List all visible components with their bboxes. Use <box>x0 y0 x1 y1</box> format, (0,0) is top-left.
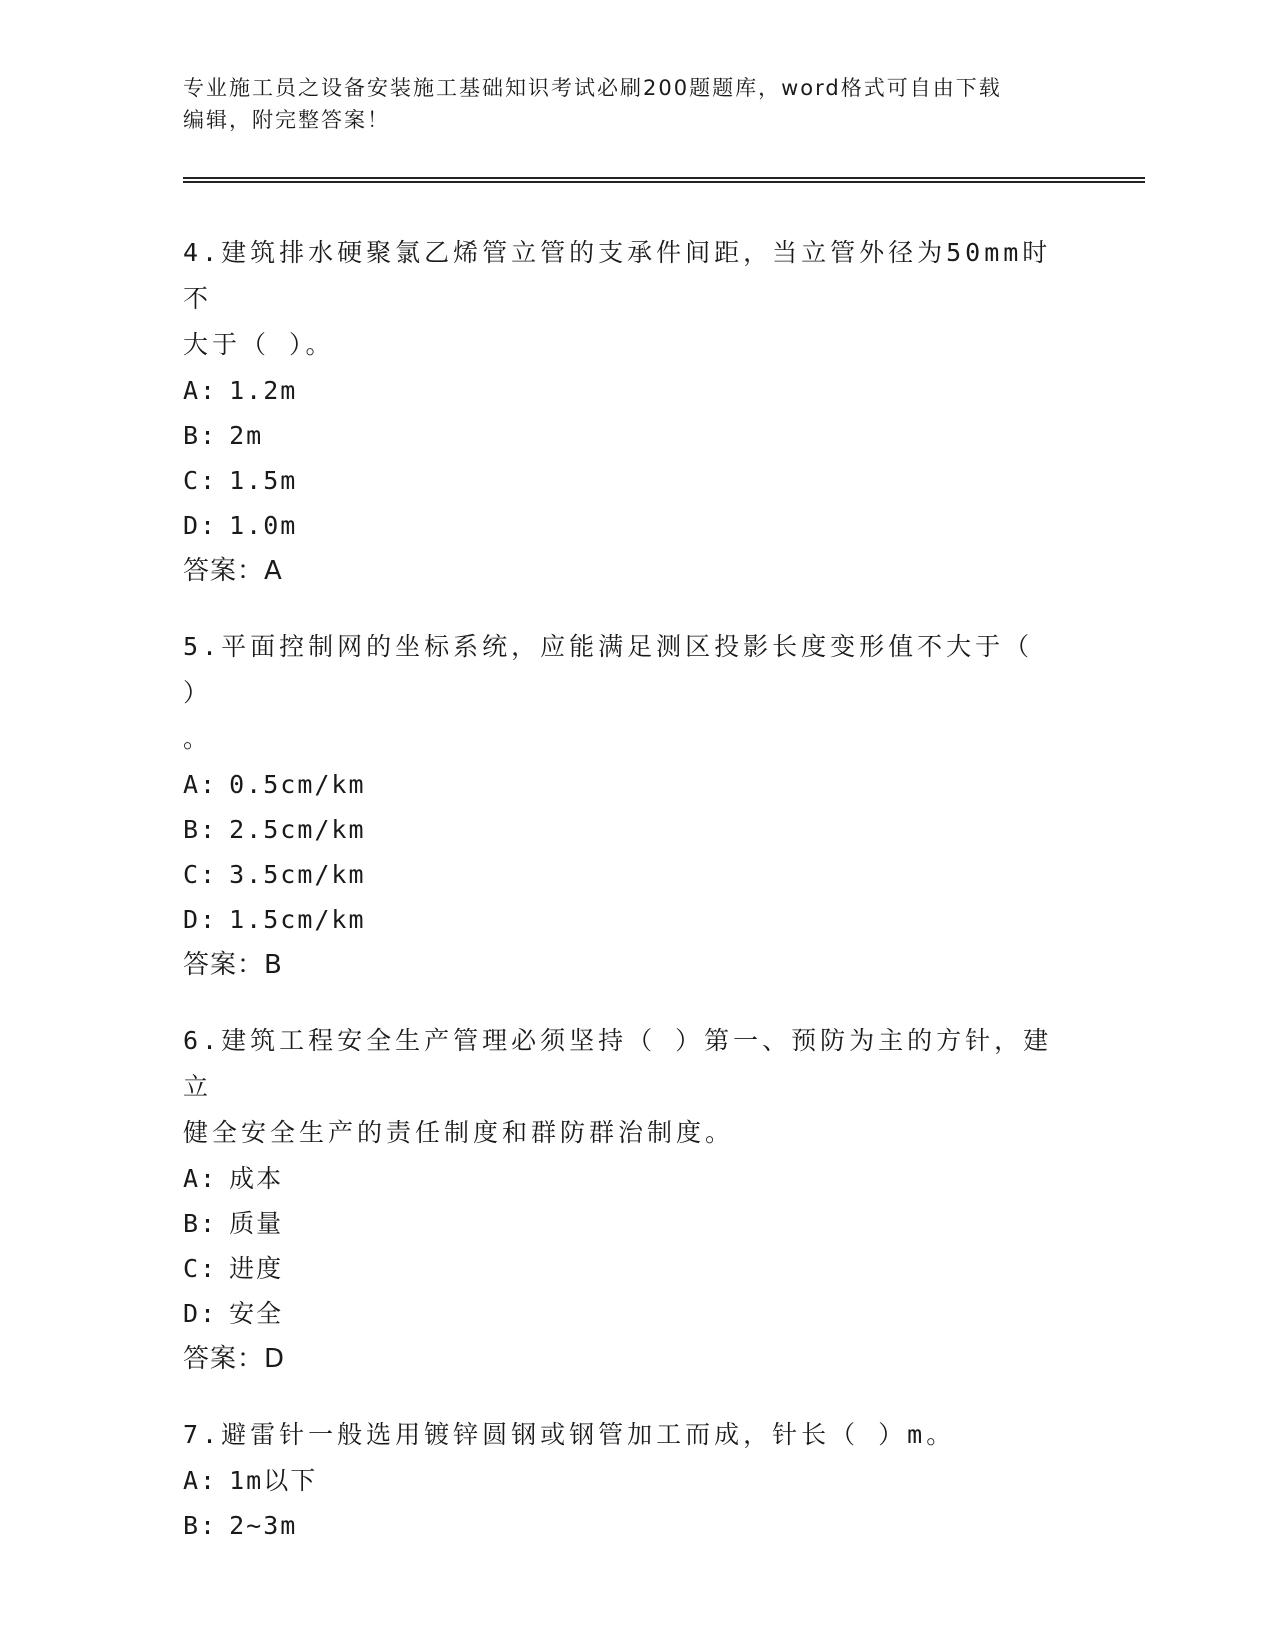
option-c: C: 1.5m <box>183 466 298 495</box>
answer: 答案：A <box>183 556 283 586</box>
question-stem: 6.建筑工程安全生产管理必须坚持（ ）第一、预防为主的方针，建立 健全安全生产的责任制度和群防群治制度。 <box>183 1026 1053 1147</box>
option-b: B: 2~3m <box>183 1511 298 1540</box>
question-stem: 4.建筑排水硬聚氯乙烯管立管的支承件间距，当立管外径为50mm时不 大于（ ）。 <box>183 238 1052 359</box>
question-list <box>183 230 1063 1578</box>
question-6 <box>183 1018 1063 1382</box>
option-b: B: 2.5cm/km <box>183 815 366 844</box>
option-c: C: 进度 <box>183 1254 284 1283</box>
option-a: A: 1.2m <box>183 376 298 405</box>
option-b: B: 质量 <box>183 1209 284 1238</box>
option-d: D: 1.5cm/km <box>183 905 366 934</box>
question-4 <box>183 230 1063 594</box>
header-divider-bottom <box>183 181 1145 183</box>
option-a: A: 1m以下 <box>183 1466 318 1495</box>
question-stem: 7.避雷针一般选用镀锌圆钢或钢管加工而成，针长（ ）m。 <box>183 1420 956 1449</box>
document-header <box>183 72 1053 136</box>
answer: 答案：D <box>183 1344 286 1374</box>
option-a: A: 0.5cm/km <box>183 770 366 799</box>
header-line-1: 专业施工员之设备安装施工基础知识考试必刷200题题库，word格式可自由下载 <box>183 76 1002 100</box>
header-line-2: 编辑，附完整答案！ <box>183 108 390 132</box>
answer: 答案：B <box>183 950 283 980</box>
option-b: B: 2m <box>183 421 264 450</box>
question-7 <box>183 1412 1063 1548</box>
header-divider-top <box>183 177 1145 179</box>
option-c: C: 3.5cm/km <box>183 860 366 889</box>
option-a: A: 成本 <box>183 1164 284 1193</box>
question-5 <box>183 624 1063 988</box>
option-d: D: 1.0m <box>183 511 298 540</box>
option-d: D: 安全 <box>183 1299 284 1328</box>
question-stem: 5.平面控制网的坐标系统，应能满足测区投影长度变形值不大于（ ） 。 <box>183 632 1034 753</box>
